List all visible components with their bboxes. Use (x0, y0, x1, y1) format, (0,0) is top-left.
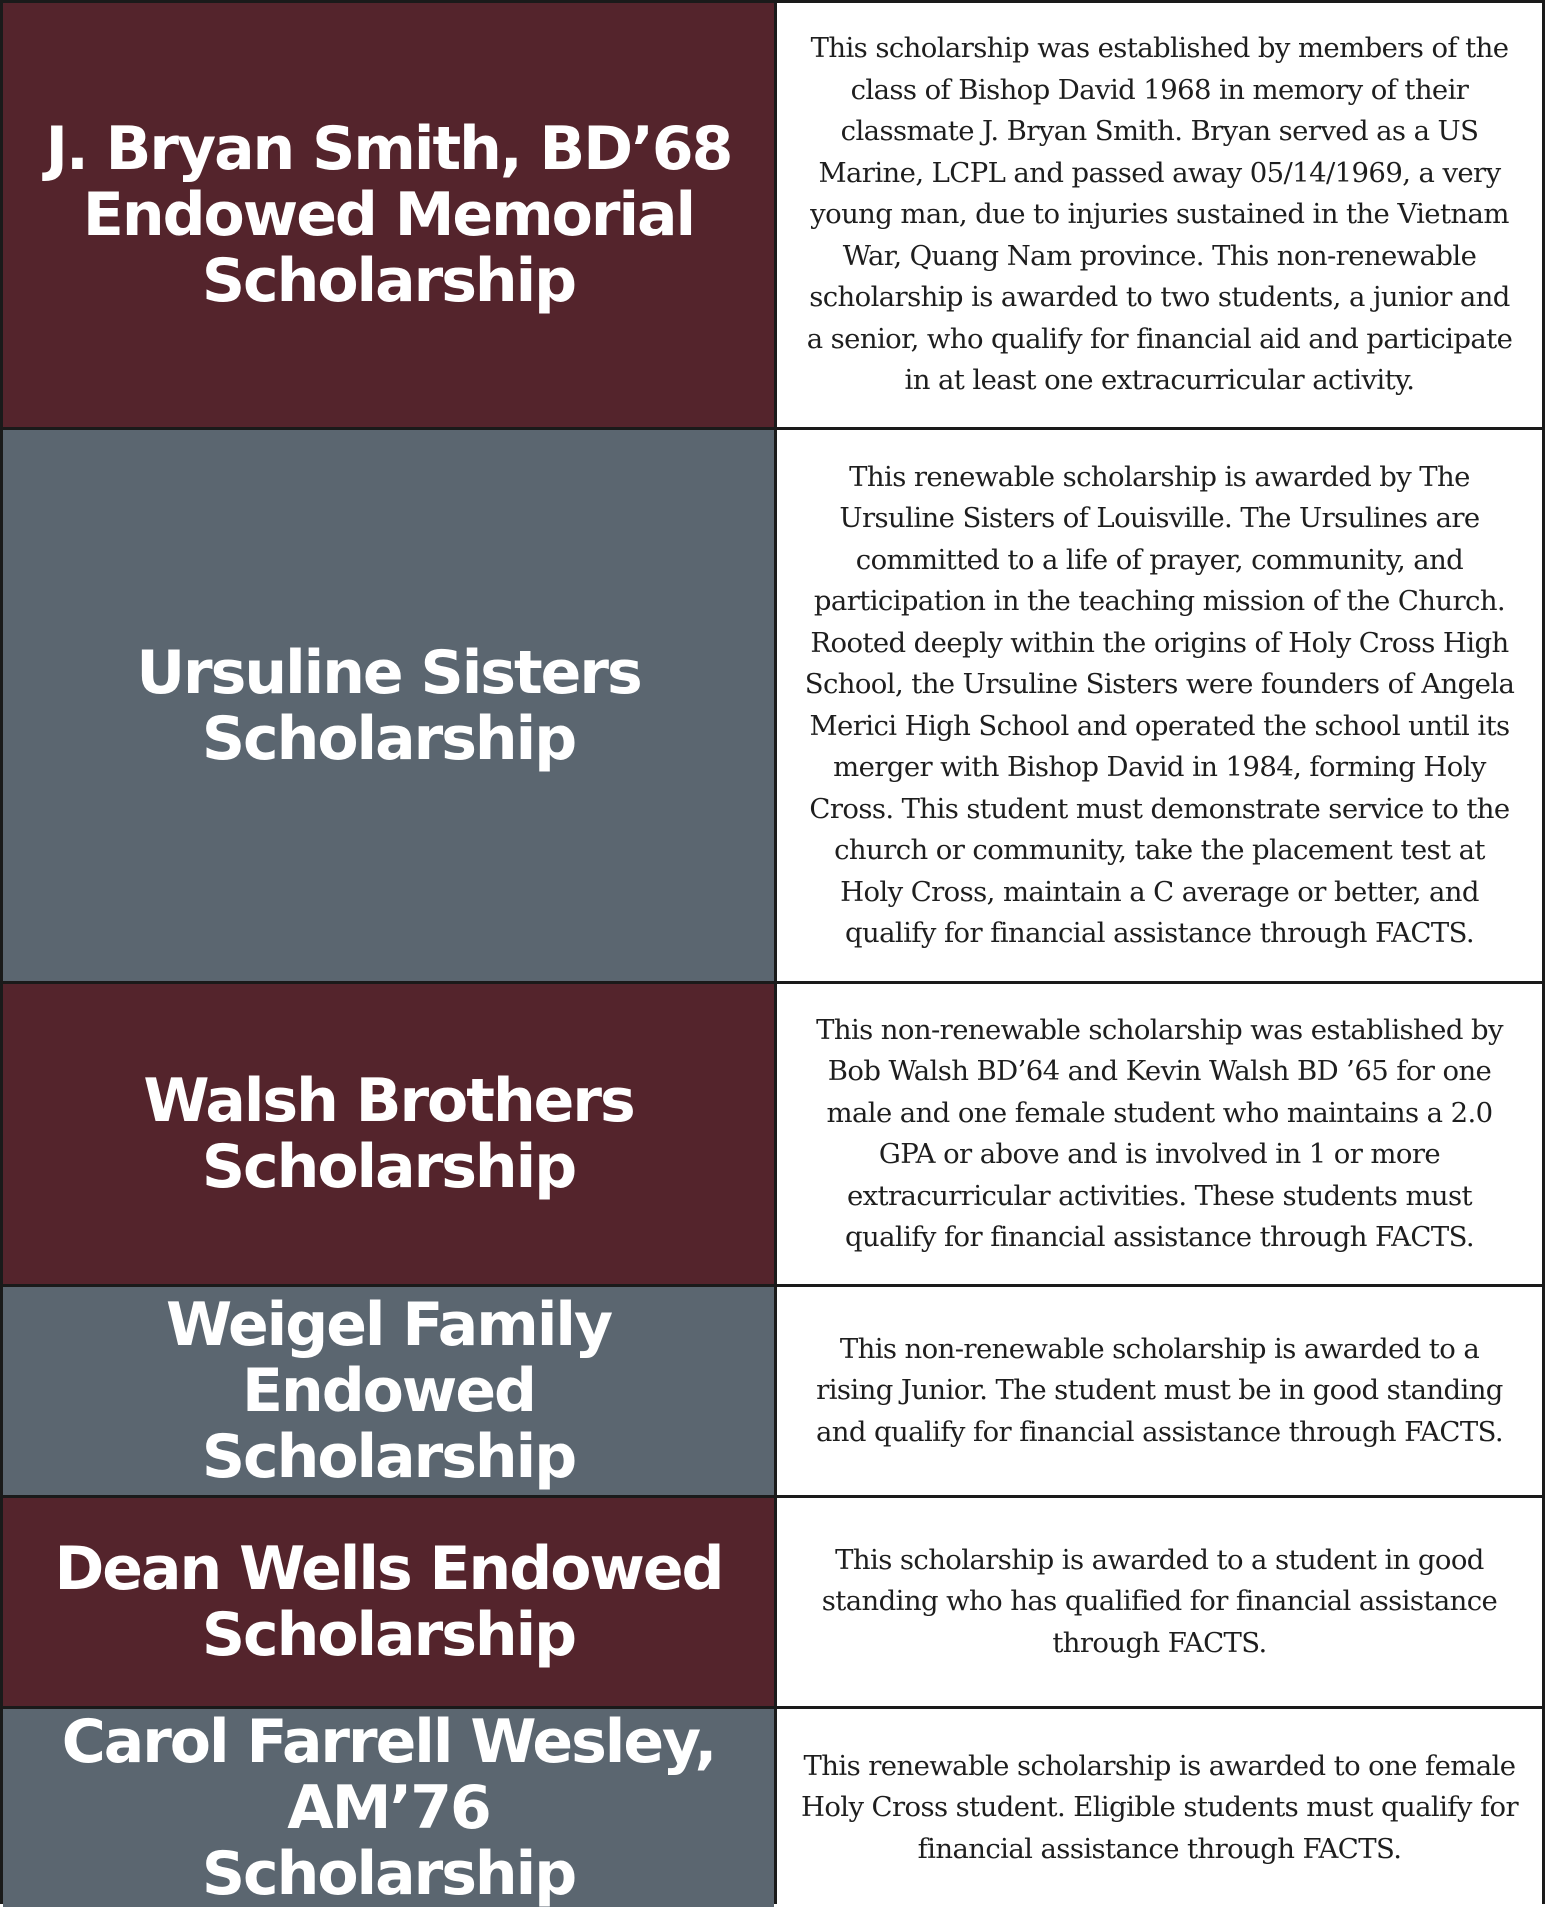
scholarship-name-cell (3, 1709, 774, 1907)
scholarship-name-cell (3, 1287, 774, 1495)
scholarship-name: Weigel Family Endowed Scholarship (165, 1290, 612, 1492)
scholarship-description-cell (777, 430, 1542, 981)
scholarship-description: This renewable scholarship is awarded by The Ursuline Sisters of Louisville. The Ursulines are committed to a life of prayer, community, and participation in the teaching mission of the Church. Rooted deeply within the origins of Holy Cross High School, the Ursuline Sisters were founders of Angela Merici High School and operated the school until its merger with Bishop David in 1984, forming Holy Cross. This student must demonstrate service to the church or community, take the placement test at Holy Cross, maintain a C average or better, and qualify for financial assistance through FACTS. (804, 460, 1515, 949)
scholarship-name: Walsh Brothers Scholarship (143, 1066, 634, 1202)
scholarship-description: This non-renewable scholarship is awarded to a rising Junior. The student must be in good standing and qualify for financial assistance through FACTS. (815, 1332, 1504, 1448)
scholarship-name-cell (3, 3, 774, 427)
scholarship-name: Carol Farrell Wesley, AM’76 Scholarship (61, 1707, 716, 1909)
scholarship-name: Dean Wells Endowed Scholarship (54, 1534, 723, 1670)
scholarship-name-cell (3, 1498, 774, 1706)
scholarship-description: This scholarship was established by members of the class of Bishop David 1968 in memory of their classmate J. Bryan Smith. Bryan served as a US Marine, LCPL and passed away 05/14/1969, a very young man, due to injuries sustained in the Vietnam War, Quang Nam province. This non-renewable scholarship is awarded to two students, a junior and a senior, who qualify for financial aid and participate in at least one extracurricular activity. (806, 32, 1513, 397)
scholarship-name-cell (3, 430, 774, 981)
scholarship-description: This non-renewable scholarship was established by Bob Walsh BD’64 and Kevin Walsh BD ’65 for one male and one female student who maintains a 2.0 GPA or above and is involved in 1 or more extracurricular activities. These students must qualify for financial assistance through FACTS. (816, 1013, 1503, 1253)
scholarship-description-cell (777, 1709, 1542, 1907)
scholarship-description-cell (777, 1498, 1542, 1706)
scholarship-description: This scholarship is awarded to a student in good standing who has qualified for financial assistance through FACTS. (821, 1543, 1498, 1659)
scholarship-description-cell (777, 3, 1542, 427)
scholarship-description-cell (777, 1287, 1542, 1495)
scholarship-name: Ursuline Sisters Scholarship (136, 637, 641, 774)
scholarship-description: This renewable scholarship is awarded to one female Holy Cross student. Eligible students must qualify for financial assistance through FACTS. (800, 1749, 1519, 1865)
scholarship-name: J. Bryan Smith, BD’68 Endowed Memorial Scholarship (45, 114, 732, 316)
scholarship-description-cell (777, 984, 1542, 1284)
scholarship-name-cell (3, 984, 774, 1284)
